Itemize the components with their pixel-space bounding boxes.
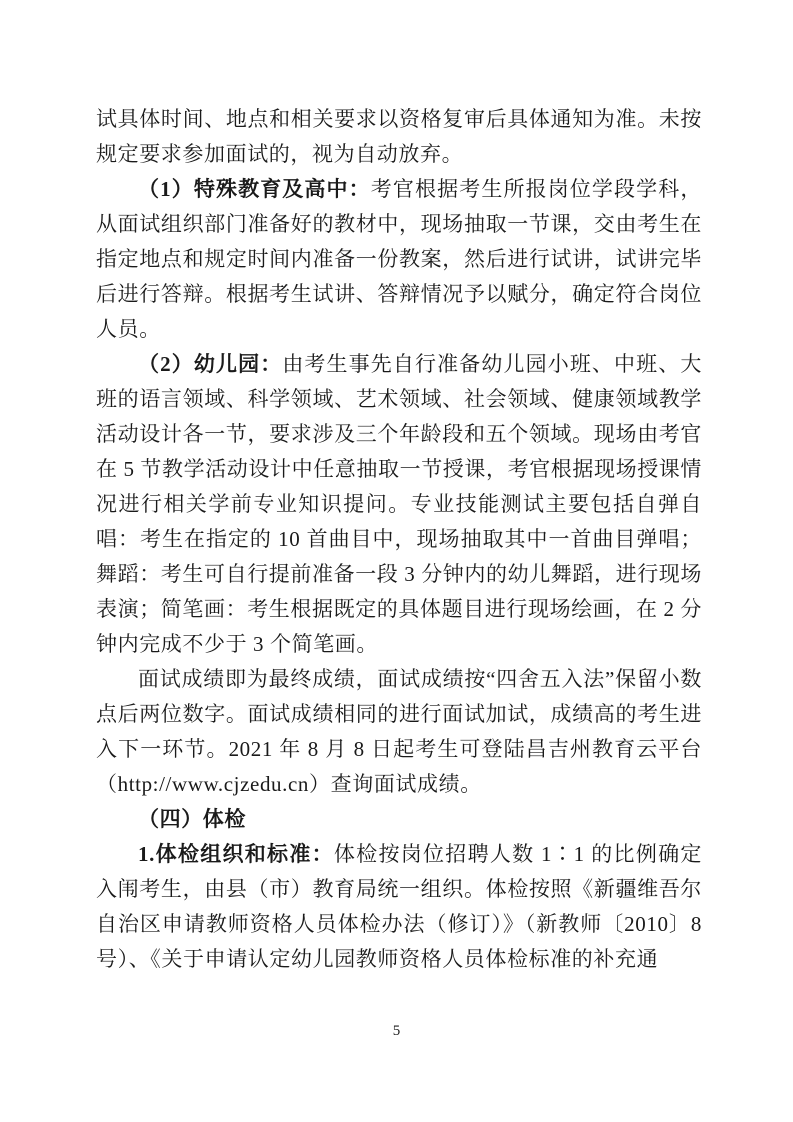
paragraph <box>96 662 702 802</box>
text-segment: 面试成绩即为最终成绩，面试成绩按“四舍五入法”保留小数点后两位数字。面试成绩相同的进行面试加试，成绩高的考生进入下一环节。2021 年 8 月 8 日起考生可登陆昌吉州教育云平台（http://www.cjzedu.cn）查询面试成绩。 <box>96 667 702 796</box>
page-number: 5 <box>392 1023 401 1039</box>
paragraph <box>96 837 702 977</box>
heading-segment: （四）体检 <box>138 807 246 831</box>
heading-segment: （1）特殊教育及高中： <box>138 177 371 201</box>
text-segment: 考官根据考生所报岗位学段学科，从面试组织部门准备好的教材中，现场抽取一节课，交由考生在指定地点和规定时间内准备一份教案，然后进行试讲，试讲完毕后进行答辩。根据考生试讲、答辩情况予以赋分，确定符合岗位人员。 <box>96 177 702 341</box>
text-segment: 试具体时间、地点和相关要求以资格复审后具体通知为准。未按规定要求参加面试的，视为自动放弃。 <box>96 107 702 166</box>
heading-segment: 1.体检组织和标准： <box>138 842 334 866</box>
page-footer <box>0 1022 793 1040</box>
text-segment: 由考生事先自行准备幼儿园小班、中班、大班的语言领域、科学领域、艺术领域、社会领域、健康领域教学活动设计各一节，要求涉及三个年龄段和五个领域。现场由考官在 5 节教学活动设计中任意抽取一节授课，考官根据现场授课情况进行相关学前专业知识提问。专业技能测试主要包括自弹自唱：考生在指定的 10 首曲目中，现场抽取其中一首曲目弹唱；舞蹈：考生可自行提前准备一段 3 分钟内的幼儿舞蹈，进行现场表演；简笔画：考生根据既定的具体题目进行现场绘画，在 2 分钟内完成不少于 3 个简笔画。 <box>96 352 702 656</box>
paragraph <box>96 102 702 172</box>
heading-segment: （2）幼儿园： <box>138 352 283 376</box>
document-body <box>96 102 702 977</box>
paragraph <box>96 172 702 347</box>
text-segment: 体检按岗位招聘人数 1∶1 的比例确定入闱考生，由县（市）教育局统一组织。体检按照《新疆维吾尔自治区申请教师资格人员体检办法（修订）》（新教师〔2010〕8 号）、《关于申请认定幼儿园教师资格人员体检标准的补充通 <box>96 842 703 971</box>
paragraph <box>96 802 702 837</box>
paragraph <box>96 347 702 662</box>
